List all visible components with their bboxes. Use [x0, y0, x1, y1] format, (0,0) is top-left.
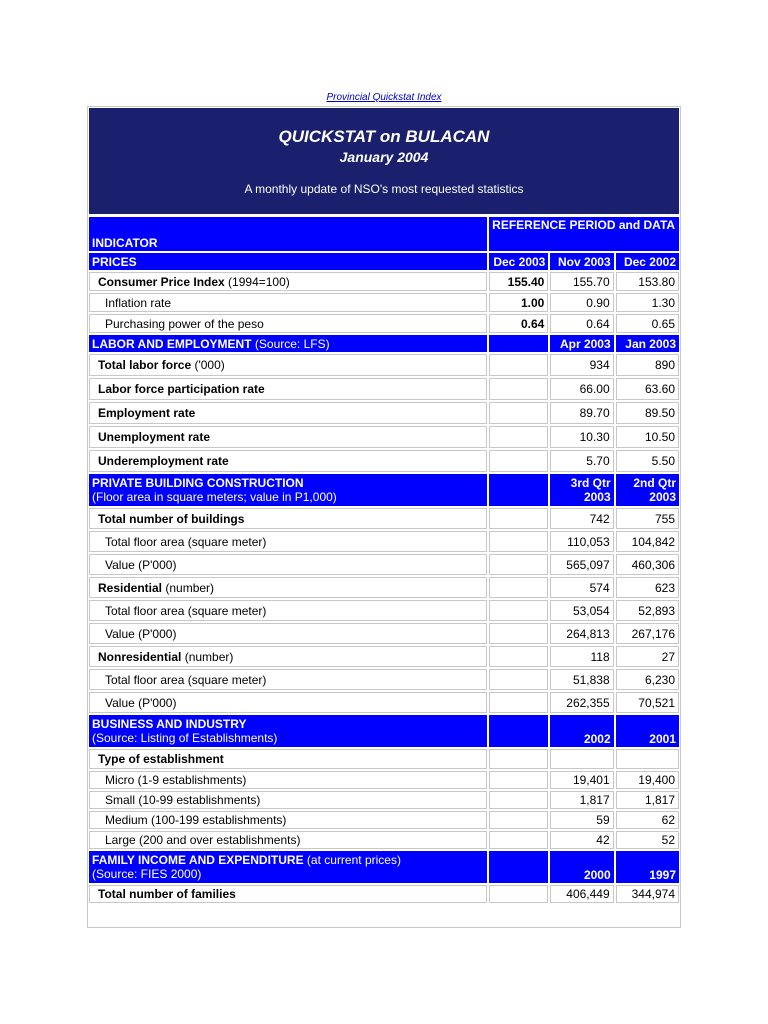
section-header-family: [89, 851, 679, 883]
table-row: [89, 692, 679, 713]
table-cell: 27: [616, 646, 679, 667]
section-title: PRIVATE BUILDING CONSTRUCTION: [92, 476, 304, 490]
section-title: BUSINESS AND INDUSTRY: [92, 717, 247, 731]
row-label: Employment rate: [89, 402, 487, 424]
table-cell: 104,842: [616, 531, 679, 552]
table-cell: 89.50: [616, 402, 679, 424]
table-cell: 0.90: [550, 293, 613, 312]
page-title: QUICKSTAT on BULACAN: [278, 127, 490, 146]
period-label: 2003: [583, 490, 611, 504]
row-label: Type of establishment: [89, 749, 487, 769]
table-row: [89, 771, 679, 789]
table-cell: 66.00: [550, 378, 613, 400]
column-header-row: [89, 217, 679, 251]
table-cell: 52: [616, 831, 679, 849]
table-row: [89, 885, 679, 903]
table-cell: 110,053: [550, 531, 613, 552]
table-cell: 153.80: [616, 272, 679, 291]
row-label: Small (10-99 establishments): [89, 791, 487, 809]
period-label: Jan 2003: [616, 335, 679, 352]
table-cell: 406,449: [550, 885, 613, 903]
table-row: [89, 450, 679, 472]
table-cell: 70,521: [616, 692, 679, 713]
table-row: [89, 646, 679, 667]
table-row: [89, 791, 679, 809]
table-cell: 62: [616, 811, 679, 829]
section-title: LABOR AND EMPLOYMENT: [92, 336, 252, 351]
section-title: FAMILY INCOME AND EXPENDITURE: [92, 853, 304, 867]
table-cell: 89.70: [550, 402, 613, 424]
row-label: Unemployment rate: [89, 426, 487, 448]
row-label: Large (200 and over establishments): [89, 831, 487, 849]
table-cell: 344,974: [616, 885, 679, 903]
period-label: Apr 2003: [550, 335, 613, 352]
table-cell: 10.50: [616, 426, 679, 448]
table-cell: 52,893: [616, 600, 679, 621]
reference-header: REFERENCE PERIOD and DATA: [489, 217, 679, 251]
table-cell: 51,838: [550, 669, 613, 690]
table-cell: 1,817: [616, 791, 679, 809]
table-row: [89, 314, 679, 333]
table-cell: 755: [616, 508, 679, 529]
table-cell: 118: [550, 646, 613, 667]
table-cell: 890: [616, 354, 679, 376]
table-row: [89, 531, 679, 552]
section-header-labor: [89, 335, 679, 352]
table-cell: 565,097: [550, 554, 613, 575]
statistics-table: [87, 215, 681, 905]
period-label: 2001: [616, 715, 679, 747]
period-label: 2nd Qtr: [633, 476, 676, 490]
row-label: Value (P'000): [89, 554, 487, 575]
row-label: Total labor force: [98, 358, 192, 372]
provincial-quickstat-index-link[interactable]: Provincial Quickstat Index: [326, 92, 442, 103]
table-cell: 264,813: [550, 623, 613, 644]
table-row: [89, 426, 679, 448]
row-note: ('000): [191, 358, 225, 372]
row-note: (1994=100): [224, 274, 290, 289]
table-row: [89, 623, 679, 644]
table-row: [89, 378, 679, 400]
table-cell: 742: [550, 508, 613, 529]
row-label: Residential: [98, 580, 163, 595]
table-cell: 1,817: [550, 791, 613, 809]
row-note: (number): [162, 580, 215, 595]
row-label: Labor force participation rate: [89, 378, 487, 400]
period-label: Nov 2003: [550, 253, 613, 270]
period-label: 2000: [550, 851, 613, 883]
row-label: Inflation rate: [89, 293, 487, 312]
table-cell: 63.60: [616, 378, 679, 400]
row-label: Purchasing power of the peso: [89, 314, 487, 333]
table-row: [89, 293, 679, 312]
row-label: Total floor area (square meter): [89, 531, 487, 552]
row-label: Total floor area (square meter): [89, 669, 487, 690]
table-cell: 934: [550, 354, 613, 376]
table-cell: 42: [550, 831, 613, 849]
table-cell: 5.50: [616, 450, 679, 472]
table-cell: 5.70: [550, 450, 613, 472]
section-note: (at current prices): [303, 853, 401, 867]
indicator-header: INDICATOR: [89, 217, 487, 251]
table-row: [89, 402, 679, 424]
period-label: 2003: [649, 490, 676, 504]
table-row: [89, 554, 679, 575]
period-label: 2002: [550, 715, 613, 747]
section-title: PRICES: [89, 253, 487, 270]
table-row: [89, 354, 679, 376]
page-period: January 2004: [339, 149, 429, 165]
row-label: Total number of buildings: [89, 508, 487, 529]
table-cell: 10.30: [550, 426, 613, 448]
row-label: Nonresidential: [98, 649, 182, 664]
table-cell: 155.70: [550, 272, 613, 291]
section-header-business: [89, 715, 679, 747]
table-cell: 0.65: [616, 314, 679, 333]
row-label: Value (P'000): [89, 623, 487, 644]
table-row: [89, 749, 679, 769]
section-source: (Source: Listing of Establishments): [92, 731, 278, 745]
table-cell: 1.00: [489, 293, 548, 312]
table-cell: 155.40: [489, 272, 548, 291]
table-cell: 1.30: [616, 293, 679, 312]
table-row: [89, 577, 679, 598]
table-cell: 6,230: [616, 669, 679, 690]
row-label: Underemployment rate: [89, 450, 487, 472]
table-cell: 59: [550, 811, 613, 829]
period-label: 1997: [616, 851, 679, 883]
section-source: (Floor area in square meters; value in P1,000): [92, 490, 337, 504]
table-row: [89, 669, 679, 690]
section-header-prices: [89, 253, 679, 270]
table-row: [89, 811, 679, 829]
table-cell: 460,306: [616, 554, 679, 575]
table-cell: 53,054: [550, 600, 613, 621]
row-label: Micro (1-9 establishments): [89, 771, 487, 789]
table-cell: 262,355: [550, 692, 613, 713]
row-label: Consumer Price Index: [98, 274, 225, 289]
table-row: [89, 272, 679, 291]
section-header-building: [89, 474, 679, 506]
row-label: Value (P'000): [89, 692, 487, 713]
table-cell: 0.64: [550, 314, 613, 333]
title-banner: [89, 108, 679, 214]
row-label: Total floor area (square meter): [89, 600, 487, 621]
table-row: [89, 831, 679, 849]
section-source: (Source: LFS): [251, 336, 330, 351]
period-label: 3rd Qtr: [570, 476, 611, 490]
table-row: [89, 600, 679, 621]
table-cell: 623: [616, 577, 679, 598]
period-label: Dec 2003: [489, 253, 548, 270]
page-subtitle: A monthly update of NSO's most requested statistics: [244, 182, 524, 196]
table-cell: 19,401: [550, 771, 613, 789]
section-source: (Source: FIES 2000): [92, 867, 202, 881]
table-cell: 0.64: [489, 314, 548, 333]
row-note: (number): [181, 649, 234, 664]
table-row: [89, 508, 679, 529]
table-cell: 19,400: [616, 771, 679, 789]
period-label: Dec 2002: [616, 253, 679, 270]
row-label: Medium (100-199 establishments): [89, 811, 487, 829]
row-label: Total number of families: [89, 885, 487, 903]
table-cell: 574: [550, 577, 613, 598]
table-cell: 267,176: [616, 623, 679, 644]
